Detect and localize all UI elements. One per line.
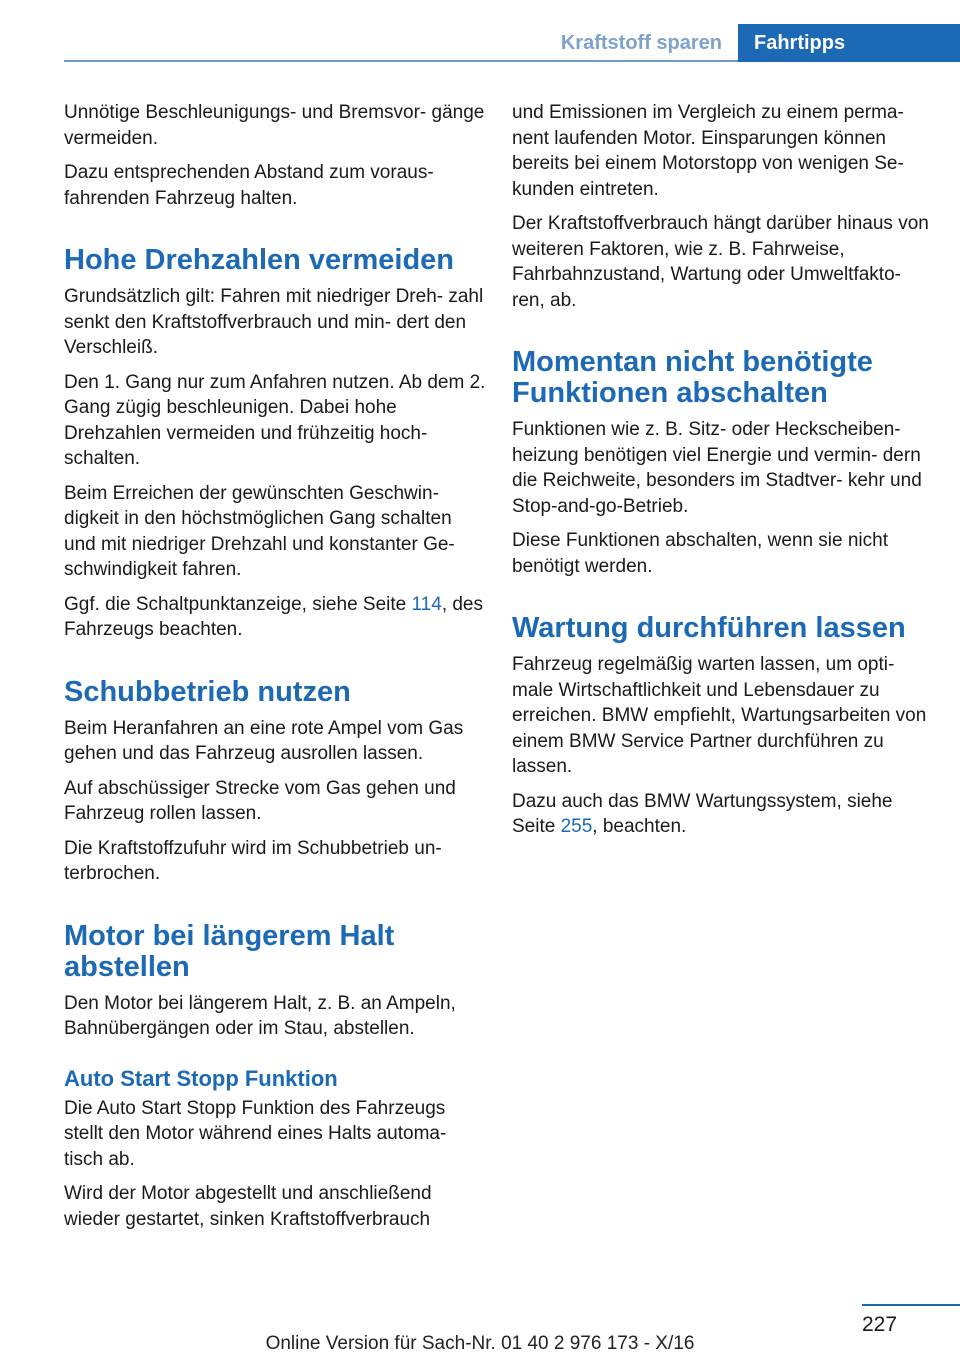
page-link-255[interactable]: 255 bbox=[560, 816, 593, 837]
subheading-auto-start-stopp: Auto Start Stopp Funktion bbox=[64, 1065, 338, 1091]
paragraph: Beim Erreichen der gewünschten Geschwin‐ digkeit in den höchstmöglichen Gang schalten und mit niedriger Drehzahl und konstanter Ge‐ schwindigkeit fahren. bbox=[64, 482, 455, 580]
paragraph-with-link bbox=[64, 592, 486, 643]
heading-wartung: Wartung durchführen lassen bbox=[512, 612, 906, 644]
left-column bbox=[64, 100, 486, 1241]
heading-schubbetrieb: Schubbetrieb nutzen bbox=[64, 675, 351, 708]
paragraph: Den 1. Gang nur zum Anfahren nutzen. Ab dem 2. Gang zügig beschleunigen. Dabei hohe Drehzahlen vermeiden und frühzeitig hoch‐ schalten. bbox=[64, 371, 486, 469]
tab-kraftstoff-sparen[interactable]: Kraftstoff sparen bbox=[560, 32, 722, 54]
paragraph: Den Motor bei längerem Halt, z. B. an Ampeln, Bahnübergängen oder im Stau, abstellen. bbox=[64, 992, 456, 1039]
page-link-114[interactable]: 114 bbox=[411, 593, 442, 615]
paragraph: Auf abschüssiger Strecke vom Gas gehen und Fahrzeug rollen lassen. bbox=[64, 777, 456, 824]
paragraph: Der Kraftstoffverbrauch hängt darüber hinaus von weiteren Faktoren, wie z. B. Fahrweise, Fahrbahnzustand, Wartung oder Umweltfakto‐ ren, ab. bbox=[512, 213, 929, 311]
text: Dazu auch das BMW Wartungssystem, siehe Seite bbox=[512, 790, 893, 837]
footer-rule bbox=[862, 1304, 960, 1306]
paragraph: und Emissionen im Vergleich zu einem perma‐ nent laufenden Motor. Einsparungen können bereits bei einem Motorstopp von wenigen Se‐ kunden eintreten. bbox=[512, 102, 904, 200]
paragraph: Dazu entsprechenden Abstand zum voraus‐ fahrenden Fahrzeug halten. bbox=[64, 162, 434, 209]
paragraph: Diese Funktionen abschalten, wenn sie nicht benötigt werden. bbox=[512, 530, 889, 577]
footer-version: Online Version für Sach-Nr. 01 40 2 976 173 - X/16 bbox=[265, 1333, 695, 1354]
tab-fahrtipps[interactable]: Fahrtipps bbox=[738, 24, 960, 62]
text: , des Fahrzeugs beachten. bbox=[64, 593, 484, 640]
heading-funktionen-abschalten: Momentan nicht benötigte Funktionen abschalten bbox=[512, 346, 873, 409]
paragraph: Die Auto Start Stopp Funktion des Fahrzeugs stellt den Motor während eines Halts automa‐ tisch ab. bbox=[64, 1097, 447, 1170]
paragraph: Die Kraftstoffzufuhr wird im Schubbetrieb un‐ terbrochen. bbox=[64, 837, 442, 884]
text: Ggf. die Schaltpunktanzeige, siehe Seite bbox=[64, 593, 412, 615]
paragraph: Funktionen wie z. B. Sitz- oder Heckscheiben‐ heizung benötigen viel Energie und vermin‐ dern die Reichweite, besonders im Stadtver‐ kehr und Stop-and-go-Betrieb. bbox=[512, 419, 922, 517]
paragraph: Grundsätzlich gilt: Fahren mit niedriger Dreh‐ zahl senkt den Kraftstoffverbrauch und min‐ dert den Verschleiß. bbox=[64, 286, 484, 358]
text: , beachten. bbox=[592, 816, 687, 837]
heading-drehzahlen: Hohe Drehzahlen vermeiden bbox=[64, 244, 454, 276]
paragraph-with-link bbox=[512, 789, 934, 840]
heading-motor-abstellen: Motor bei längerem Halt abstellen bbox=[64, 919, 395, 983]
page-number: 227 bbox=[862, 1313, 898, 1336]
paragraph: Unnötige Beschleunigungs- und Bremsvor‐ gänge vermeiden. bbox=[64, 102, 485, 149]
right-column bbox=[512, 100, 934, 849]
paragraph: Fahrzeug regelmäßig warten lassen, um opti‐ male Wirtschaftlichkeit und Lebensdauer zu erreichen. BMW empfiehlt, Wartungsarbeiten von einem BMW Service Partner durchführen zu lassen. bbox=[512, 654, 927, 777]
paragraph: Wird der Motor abgestellt und anschließend wieder gestartet, sinken Kraftstoffverbrauch bbox=[64, 1183, 432, 1230]
paragraph: Beim Heranfahren an eine rote Ampel vom Gas gehen und das Fahrzeug ausrollen lassen. bbox=[64, 717, 464, 764]
